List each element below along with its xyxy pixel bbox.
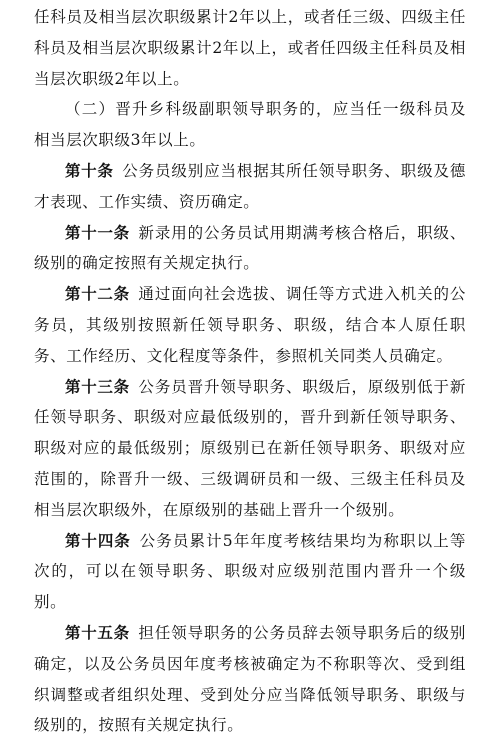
article-13 (34, 372, 466, 526)
article-label: 第十三条 (65, 377, 130, 396)
article-10 (34, 156, 466, 218)
article-text: 公务员级别应当根据其所任领导职务、职级及德才表现、工作实绩、资历确定。 (34, 161, 466, 211)
article-11 (34, 218, 466, 280)
article-label: 第十四条 (65, 531, 131, 550)
article-text: 公务员晋升领导职务、职级后，原级别低于新任领导职务、职级对应最低级别的，晋升到新任领导职务、职级对应的最低级别；原级别已在新任领导职务、职级对应范围的，除晋升一级、三级调研员和一级、三级主任科员及相当层次职级外，在原级别的基础上晋升一个级别。 (34, 377, 466, 519)
paragraph-text: 任科员及相当层次职级累计2年以上，或者任三级、四级主任科员及相当层次职级累计2年以上，或者任四级主任科员及相当层次职级2年以上。 (34, 8, 466, 88)
paragraph-item-2 (34, 94, 466, 156)
article-15 (34, 618, 466, 741)
article-text: 担任领导职务的公务员辞去领导职务后的级别确定，以及公务员因年度考核被确定为不称职等次、受到组织调整或者组织处理、受到处分应当降低领导职务、职级与级别的，按照有关规定执行。 (34, 623, 466, 735)
paragraph-continuation (34, 2, 466, 94)
paragraph-text: （二）晋升乡科级副职领导职务的，应当任一级科员及相当层次职级3年以上。 (34, 100, 466, 150)
article-14 (34, 526, 466, 618)
article-label: 第十五条 (65, 623, 130, 642)
article-label: 第十二条 (65, 285, 130, 304)
article-label: 第十一条 (65, 223, 130, 242)
article-12 (34, 279, 466, 371)
article-label: 第十条 (65, 161, 114, 180)
article-text: 新录用的公务员试用期满考核合格后，职级、级别的确定按照有关规定执行。 (34, 223, 466, 273)
article-text: 公务员累计5年年度考核结果均为称职以上等次的，可以在领导职务、职级对应级别范围内晋升一个级别。 (34, 531, 466, 612)
article-text: 通过面向社会选拔、调任等方式进入机关的公务员，其级别按照新任领导职务、职级，结合本人原任职务、工作经历、文化程度等条件，参照机关同类人员确定。 (34, 285, 466, 365)
